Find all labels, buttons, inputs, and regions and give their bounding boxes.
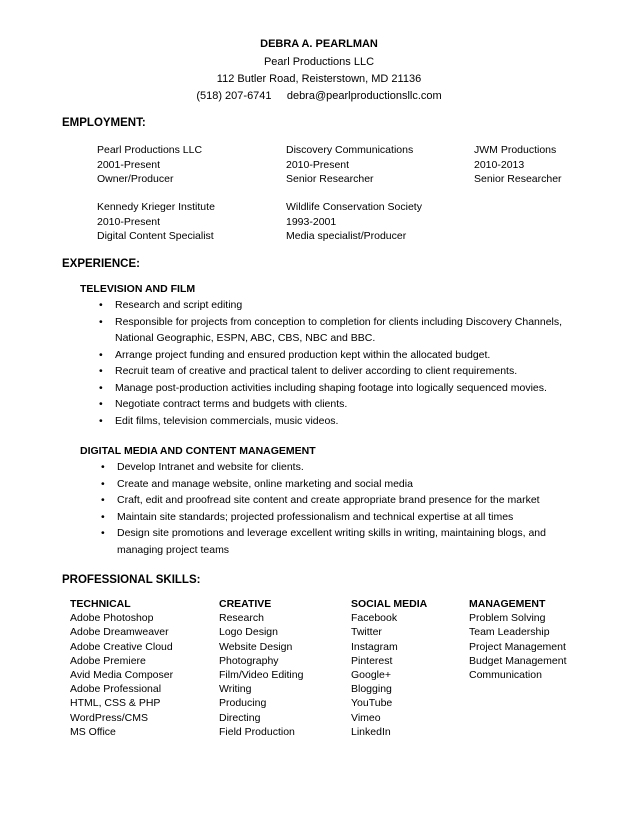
phone: (518) 207-6741 xyxy=(196,90,272,102)
skill-item: Facebook xyxy=(351,612,398,625)
skill-item: Team Leadership xyxy=(469,626,550,639)
job-title: Senior Researcher xyxy=(286,173,374,185)
skills-column-title: SOCIAL MEDIA xyxy=(351,598,428,610)
list-item: • Create and manage website, online marketing and social media xyxy=(101,476,581,493)
employer: Discovery Communications xyxy=(286,144,414,156)
skills-column-technical xyxy=(70,597,173,739)
skill-item: Pinterest xyxy=(351,654,393,667)
tv-film-list xyxy=(99,297,579,429)
experience-heading: EXPERIENCE: xyxy=(62,258,140,270)
skills-heading: PROFESSIONAL SKILLS: xyxy=(62,574,201,586)
skills-column-title: MANAGEMENT xyxy=(469,598,546,610)
list-item: • Negotiate contract terms and budgets with clients. xyxy=(99,396,579,413)
employment-dates: 2010-Present xyxy=(97,215,161,228)
list-item xyxy=(101,525,581,558)
skill-item: Adobe Premiere xyxy=(70,654,146,667)
skill-item: Research xyxy=(219,612,264,625)
skill-item: Photography xyxy=(219,654,279,667)
employment-dates: 1993-2001 xyxy=(286,215,337,228)
list-item: • Edit films, television commercials, music videos. xyxy=(99,413,579,430)
employment-entry xyxy=(97,200,215,244)
employment-entry xyxy=(286,143,413,187)
skill-item: Project Management xyxy=(469,640,566,653)
employment-dates: 2010-2013 xyxy=(474,158,525,171)
skill-item: HTML, CSS & PHP xyxy=(70,697,161,710)
digital-media-list xyxy=(101,459,581,558)
skill-item: LinkedIn xyxy=(351,725,391,738)
email: debra@pearlproductionsllc.com xyxy=(286,90,442,102)
skills-column-title: CREATIVE xyxy=(219,598,272,610)
list-item-text: Responsible for projects from conception to completion for clients including Discovery Channels, xyxy=(115,315,563,328)
job-title: Owner/Producer xyxy=(97,173,174,185)
list-item-text: National Geographic, ESPN, ABC, CBS, NBC and BBC. xyxy=(115,332,376,344)
skill-item: Adobe Professional xyxy=(70,683,162,696)
employment-entry xyxy=(97,143,202,187)
employment-heading: EMPLOYMENT: xyxy=(62,117,146,129)
employment-entry xyxy=(474,143,562,187)
employer: JWM Productions xyxy=(474,144,557,156)
employer: Kennedy Krieger Institute xyxy=(97,201,215,213)
employment-dates: 2001-Present xyxy=(97,158,161,171)
resume-name: DEBRA A. PEARLMAN xyxy=(260,38,378,50)
skill-item: WordPress/CMS xyxy=(70,711,148,724)
address: 112 Butler Road, Reisterstown, MD 21136 xyxy=(216,73,422,85)
list-item: • Craft, edit and proofread site content and create appropriate brand presence for the market xyxy=(101,492,581,509)
contact-line xyxy=(0,88,638,104)
skill-item: Field Production xyxy=(219,725,295,738)
skill-item: Avid Media Composer xyxy=(70,669,174,682)
job-title: Media specialist/Producer xyxy=(286,230,407,242)
skill-item: Communication xyxy=(469,669,542,682)
skill-item: Twitter xyxy=(351,626,382,639)
skill-item: Writing xyxy=(219,683,252,696)
list-item xyxy=(99,314,579,347)
skill-item: Website Design xyxy=(219,640,293,653)
list-item: • Maintain site standards; projected professionalism and technical expertise at all times xyxy=(101,509,581,526)
list-item: • Research and script editing xyxy=(99,297,579,314)
skills-column-creative xyxy=(219,597,303,739)
digital-media-heading: DIGITAL MEDIA AND CONTENT MANAGEMENT xyxy=(80,445,316,457)
skill-item: Google+ xyxy=(351,669,391,682)
skill-item: MS Office xyxy=(70,725,116,738)
skill-item: Adobe Creative Cloud xyxy=(70,640,173,653)
skill-item: Adobe Photoshop xyxy=(70,612,154,625)
job-title: Digital Content Specialist xyxy=(97,230,214,242)
job-title: Senior Researcher xyxy=(474,173,562,185)
tv-film-heading: TELEVISION AND FILM xyxy=(80,283,196,295)
skill-item: YouTube xyxy=(351,697,393,710)
skills-column-social-media xyxy=(351,597,427,739)
skill-item: Instagram xyxy=(351,640,398,653)
list-item: • Arrange project funding and ensured production kept within the allocated budget. xyxy=(99,347,579,364)
skill-item: Adobe Dreamweaver xyxy=(70,626,169,639)
skill-item: Vimeo xyxy=(351,711,381,724)
list-item: • Manage post-production activities including shaping footage into logically sequenced movies. xyxy=(99,380,579,397)
skill-item: Directing xyxy=(219,711,261,724)
list-item: • Develop Intranet and website for clients. xyxy=(101,459,581,476)
skills-column-management xyxy=(469,597,566,682)
employment-entry xyxy=(286,200,422,244)
employer: Wildlife Conservation Society xyxy=(286,201,422,213)
skill-item: Blogging xyxy=(351,683,392,696)
employer: Pearl Productions LLC xyxy=(97,144,203,156)
skill-item: Budget Management xyxy=(469,654,567,667)
skill-item: Logo Design xyxy=(219,626,278,639)
list-item-text: managing project teams xyxy=(117,543,230,556)
skill-item: Producing xyxy=(219,697,267,710)
company-name: Pearl Productions LLC xyxy=(263,56,375,68)
skills-column-title: TECHNICAL xyxy=(70,598,131,610)
list-item-text: Design site promotions and leverage excellent writing skills in writing, maintaining blogs, and xyxy=(117,527,546,539)
skill-item: Film/Video Editing xyxy=(219,669,304,682)
list-item: • Recruit team of creative and practical talent to deliver according to client requirements. xyxy=(99,363,579,380)
employment-dates: 2010-Present xyxy=(286,158,350,171)
skill-item: Problem Solving xyxy=(469,612,546,625)
